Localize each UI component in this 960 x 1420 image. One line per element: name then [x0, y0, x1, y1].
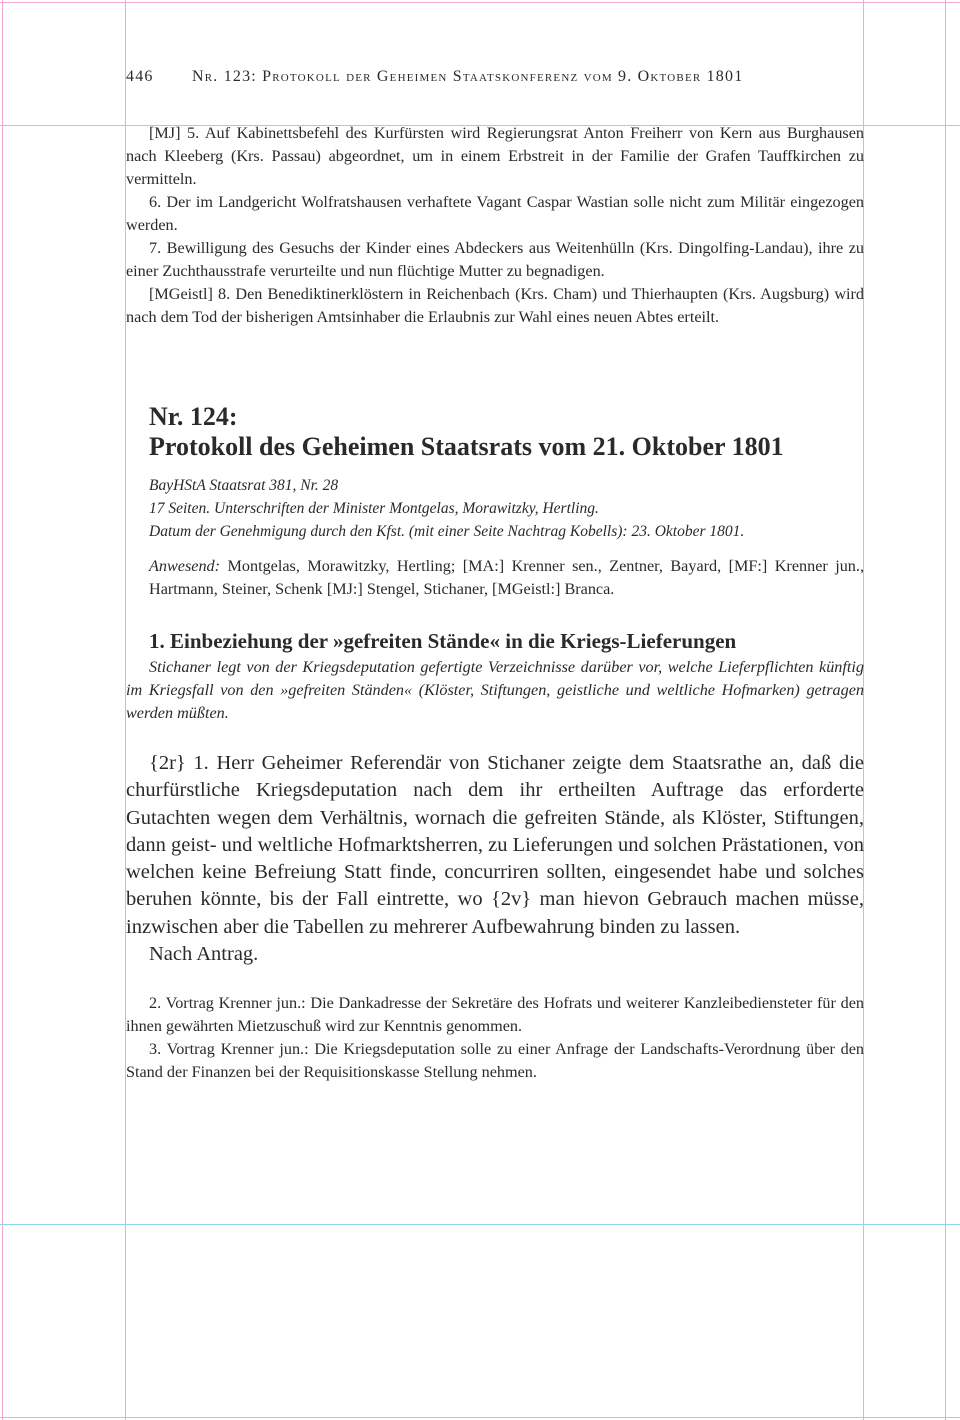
- paragraph: [MJ] 5. Auf Kabinettsbefehl des Kurfürsten wird Regierungsrat Anton Freiherr von Kern aus Burghausen nach Kleeberg (Krs. Passau) abgeordnet, um in einem Erbstreit in der Familie der Grafen Tauffkirchen zu vermitteln.: [126, 124, 864, 188]
- document-source: BayHStA Staatsrat 381, Nr. 28: [149, 477, 339, 494]
- section-heading: 1. Einbeziehung der »gefreiten Stände« in die Kriegs-Lieferungen: [149, 629, 737, 653]
- attendance: [149, 555, 864, 601]
- document-approval: Datum der Genehmigung durch den Kfst. (mit einer Seite Nachtrag Kobells): 23. Oktober 1801.: [149, 523, 745, 540]
- paragraph: {2r} 1. Herr Geheimer Referendär von Stichaner zeigte dem Staatsrathe an, daß die churfürstliche Kriegsdeputation nach dem ihr ertheilten Auftrage das erforderte Gutachten wegen dem Verhältnis, wornach die gefreiten Stände, als Klöster, Stiftungen, dann geist- und weltliche Hofmarktsherren, zu Lieferungen und solchen Prästationen, von welchen keine Befreiung Statt finde, concurriren sollten, eingesendet habe und solches beruhen könnte, bis der Fall eintrette, wo {2v} man hievon Gebrauch machen müsse, inzwischen aber die Tabellen zu mehrerer Aufbewahrung binden zu lassen.: [126, 752, 864, 938]
- document-number: Nr. 124:: [149, 402, 238, 431]
- section-summary: Stichaner legt von der Kriegsdeputation gefertigte Verzeichnisse darüber vor, welche Lieferpflichten künftig im Kriegsfall von den »gefreiten Ständen« (Klöster, Stiftungen, geistliche und weltliche Hofmarken) getragen werden müßten.: [126, 658, 864, 722]
- page-edge-guide: [945, 0, 946, 1420]
- paragraph: 6. Der im Landgericht Wolfratshausen verhaftete Vagant Caspar Wastian solle nicht zum Militär eingezogen werden.: [126, 193, 864, 234]
- page-number: 446: [126, 68, 154, 85]
- document-title: Protokoll des Geheimen Staatsrats vom 21. Oktober 1801: [149, 432, 784, 461]
- document-header: [149, 402, 864, 601]
- page-edge-guide: [0, 1417, 960, 1418]
- protocol-text: [126, 750, 864, 968]
- previous-document-items: [126, 122, 864, 329]
- further-items: [126, 992, 864, 1084]
- paragraph: 3. Vortrag Krenner jun.: Die Kriegsdeputation solle zu einer Anfrage der Landschafts-Verordnung über den Stand der Finanzen bei der Requisitionskasse Stellung nehmen.: [126, 1040, 864, 1081]
- running-title: Nr. 123: Protokoll der Geheimen Staatskonferenz vom 9. Oktober 1801: [192, 68, 744, 85]
- running-head: [126, 68, 864, 86]
- attendance-list: Montgelas, Morawitzky, Hertling; [MA:] Krenner sen., Zentner, Bayard, [MF:] Krenner jun., Hartmann, Steiner, Schenk [MJ:] Stengel, Stichaner, [MGeistl:] Branca.: [149, 557, 864, 598]
- paragraph: [MGeistl] 8. Den Benediktinerklöstern in Reichenbach (Krs. Cham) und Thierhaupten (Krs. Augsburg) wird nach dem Tod der bisherigen Amtsinhaber die Erlaubnis zur Wahl eines neuen Abtes erteilt.: [126, 285, 864, 326]
- paragraph: 7. Bewilligung des Gesuchs der Kinder eines Abdeckers aus Weitenhülln (Krs. Dingolfing-Landau), ihre zu einer Zuchthausstrafe verurteilte und nun flüchtige Mutter zu begnadigen.: [126, 239, 864, 280]
- document-pages: 17 Seiten. Unterschriften der Minister Montgelas, Morawitzky, Hertling.: [149, 500, 599, 517]
- document-metadata: [149, 474, 864, 543]
- margin-guide-bottom: [0, 1224, 960, 1225]
- page-edge-guide: [0, 2, 960, 3]
- page-edge-guide: [2, 0, 3, 1420]
- attendance-label: Anwesend:: [149, 557, 221, 575]
- section-1: [126, 626, 864, 725]
- paragraph: 2. Vortrag Krenner jun.: Die Dankadresse der Sekretäre des Hofrats und weiterer Kanzleibediensteter für den ihnen gewährten Mietzuschuß wird zur Kenntnis genommen.: [126, 994, 864, 1035]
- paragraph: Nach Antrag.: [149, 943, 259, 966]
